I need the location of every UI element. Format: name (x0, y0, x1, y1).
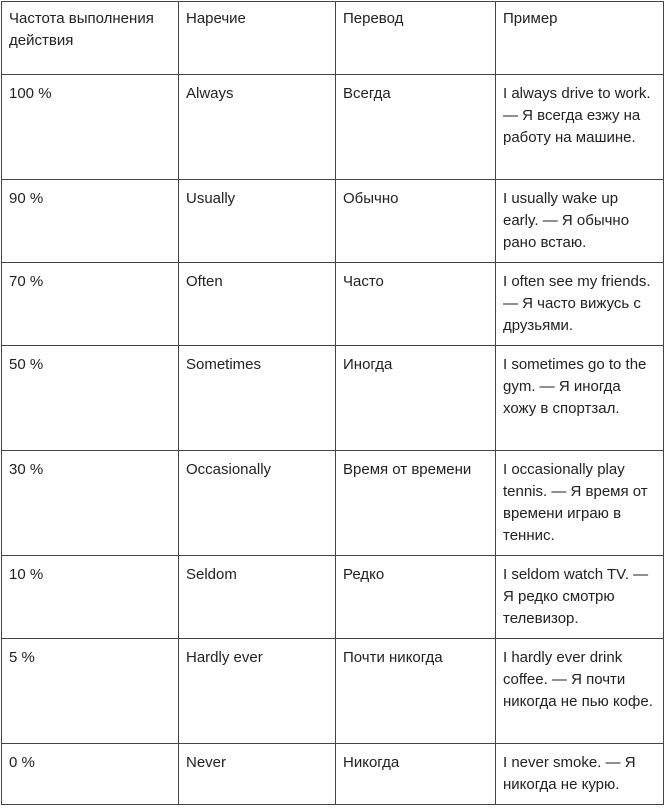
cell-frequency: 50 % (2, 346, 179, 451)
table-row (2, 639, 664, 744)
table-row (2, 451, 664, 556)
cell-adverb: Sometimes (179, 346, 336, 451)
cell-frequency: 100 % (2, 75, 179, 180)
table-header-row (2, 2, 664, 75)
cell-adverb: Seldom (179, 556, 336, 639)
cell-adverb: Usually (179, 180, 336, 263)
header-example: Пример (496, 2, 664, 75)
cell-translation: Обычно (336, 180, 496, 263)
cell-adverb: Occasionally (179, 451, 336, 556)
cell-example: I seldom watch TV. — Я редко смотрю телевизор. (496, 556, 664, 639)
header-translation: Перевод (336, 2, 496, 75)
cell-example: I usually wake up early. — Я обычно рано встаю. (496, 180, 664, 263)
cell-example: I always drive to work. — Я всегда езжу на работу на машине. (496, 75, 664, 180)
cell-adverb: Hardly ever (179, 639, 336, 744)
table-row (2, 346, 664, 451)
cell-adverb: Never (179, 744, 336, 805)
cell-translation: Почти никогда (336, 639, 496, 744)
cell-translation: Никогда (336, 744, 496, 805)
cell-example: I sometimes go to the gym. — Я иногда хожу в спортзал. (496, 346, 664, 451)
cell-example: I never smoke. — Я никогда не курю. (496, 744, 664, 805)
cell-frequency: 90 % (2, 180, 179, 263)
cell-example: I often see my friends. — Я часто вижусь с друзьями. (496, 263, 664, 346)
cell-translation: Всегда (336, 75, 496, 180)
cell-translation: Иногда (336, 346, 496, 451)
header-frequency: Частота выполнения действия (2, 2, 179, 75)
adverbs-frequency-table (1, 1, 664, 805)
table-row (2, 75, 664, 180)
cell-adverb: Always (179, 75, 336, 180)
cell-frequency: 30 % (2, 451, 179, 556)
cell-example: I occasionally play tennis. — Я время от времени играю в теннис. (496, 451, 664, 556)
cell-frequency: 10 % (2, 556, 179, 639)
table-row (2, 180, 664, 263)
cell-translation: Время от времени (336, 451, 496, 556)
cell-frequency: 0 % (2, 744, 179, 805)
cell-example: I hardly ever drink coffee. — Я почти никогда не пью кофе. (496, 639, 664, 744)
header-adverb: Наречие (179, 2, 336, 75)
cell-frequency: 70 % (2, 263, 179, 346)
cell-frequency: 5 % (2, 639, 179, 744)
table-row (2, 744, 664, 805)
table-row (2, 263, 664, 346)
cell-translation: Часто (336, 263, 496, 346)
cell-translation: Редко (336, 556, 496, 639)
cell-adverb: Often (179, 263, 336, 346)
table-row (2, 556, 664, 639)
